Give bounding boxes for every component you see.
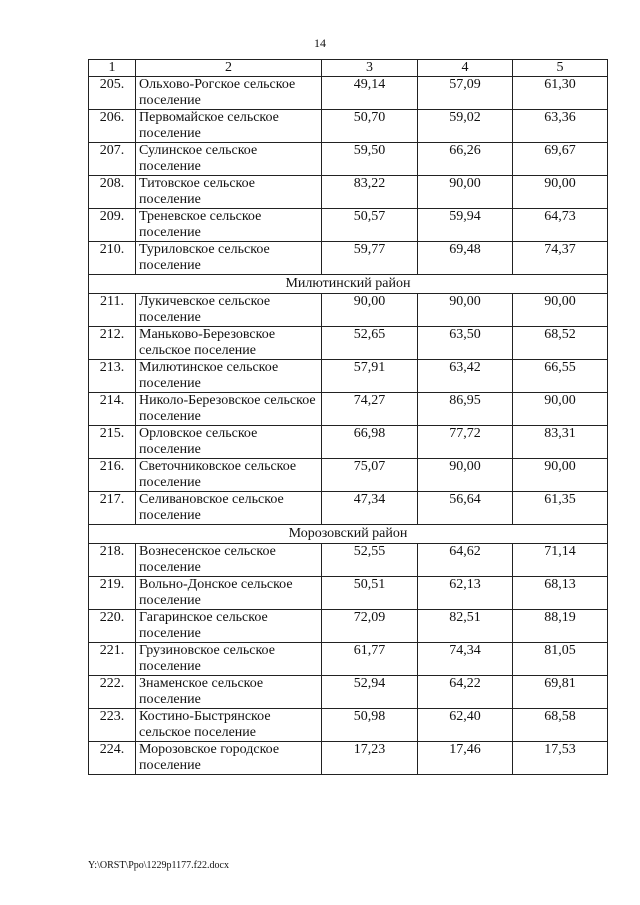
settlement-name: Маньково-Березовское сельское поселение [136, 327, 322, 360]
table-row [89, 544, 608, 577]
settlement-name: Николо-Березовское сельское поселение [136, 393, 322, 426]
table-row [89, 294, 608, 327]
value-col-5: 74,37 [513, 242, 608, 275]
value-col-3: 66,98 [322, 426, 418, 459]
settlement-name: Селивановское сельское поселение [136, 492, 322, 525]
data-table [88, 59, 608, 775]
settlement-name: Светочниковское сельское поселение [136, 459, 322, 492]
table-row [89, 242, 608, 275]
value-col-4: 64,62 [418, 544, 513, 577]
row-number: 221. [89, 643, 136, 676]
value-col-4: 17,46 [418, 742, 513, 775]
value-col-3: 75,07 [322, 459, 418, 492]
row-number: 215. [89, 426, 136, 459]
row-number: 218. [89, 544, 136, 577]
district-header-row [89, 525, 608, 544]
value-col-3: 50,70 [322, 110, 418, 143]
value-col-5: 63,36 [513, 110, 608, 143]
value-col-4: 62,40 [418, 709, 513, 742]
value-col-3: 59,77 [322, 242, 418, 275]
value-col-3: 50,57 [322, 209, 418, 242]
value-col-4: 77,72 [418, 426, 513, 459]
row-number: 222. [89, 676, 136, 709]
row-number: 207. [89, 143, 136, 176]
value-col-4: 64,22 [418, 676, 513, 709]
row-number: 219. [89, 577, 136, 610]
row-number: 217. [89, 492, 136, 525]
value-col-3: 17,23 [322, 742, 418, 775]
value-col-5: 61,30 [513, 77, 608, 110]
table-row [89, 643, 608, 676]
table-row [89, 77, 608, 110]
district-header-row [89, 275, 608, 294]
value-col-4: 59,94 [418, 209, 513, 242]
row-number: 205. [89, 77, 136, 110]
column-header-name: 2 [136, 60, 322, 77]
value-col-5: 68,58 [513, 709, 608, 742]
settlement-name: Первомайское сельское поселение [136, 110, 322, 143]
value-col-5: 68,13 [513, 577, 608, 610]
table-row [89, 110, 608, 143]
value-col-5: 61,35 [513, 492, 608, 525]
value-col-5: 90,00 [513, 459, 608, 492]
table-row [89, 709, 608, 742]
table-row [89, 742, 608, 775]
settlement-name: Вольно-Донское сельское поселение [136, 577, 322, 610]
district-name: Милютинский район [89, 275, 608, 294]
value-col-5: 64,73 [513, 209, 608, 242]
row-number: 210. [89, 242, 136, 275]
settlement-name: Титовское сельское поселение [136, 176, 322, 209]
settlement-name: Вознесенское сельское поселение [136, 544, 322, 577]
table-row [89, 176, 608, 209]
value-col-3: 61,77 [322, 643, 418, 676]
page-number: 14 [314, 36, 326, 50]
value-col-4: 90,00 [418, 459, 513, 492]
value-col-5: 68,52 [513, 327, 608, 360]
table-body [89, 77, 608, 775]
settlement-name: Лукичевское сельское поселение [136, 294, 322, 327]
settlement-name: Ольховo-Рогское сельское поселение [136, 77, 322, 110]
row-number: 212. [89, 327, 136, 360]
row-number: 209. [89, 209, 136, 242]
table-row [89, 426, 608, 459]
value-col-5: 90,00 [513, 176, 608, 209]
row-number: 208. [89, 176, 136, 209]
value-col-4: 90,00 [418, 176, 513, 209]
value-col-3: 57,91 [322, 360, 418, 393]
settlement-name: Сулинское сельское поселение [136, 143, 322, 176]
column-header-3: 3 [322, 60, 418, 77]
value-col-4: 82,51 [418, 610, 513, 643]
footer-file-path: Y:\ORST\Ppo\1229p1177.f22.docx [88, 860, 229, 871]
table-row [89, 459, 608, 492]
value-col-5: 83,31 [513, 426, 608, 459]
value-col-5: 17,53 [513, 742, 608, 775]
table-row [89, 492, 608, 525]
table-row [89, 577, 608, 610]
row-number: 220. [89, 610, 136, 643]
value-col-3: 50,98 [322, 709, 418, 742]
settlement-name: Орловское сельское поселение [136, 426, 322, 459]
table-row [89, 360, 608, 393]
table-row [89, 393, 608, 426]
table-row [89, 676, 608, 709]
value-col-4: 59,02 [418, 110, 513, 143]
settlement-name: Знаменское сельское поселение [136, 676, 322, 709]
row-number: 223. [89, 709, 136, 742]
value-col-4: 57,09 [418, 77, 513, 110]
row-number: 211. [89, 294, 136, 327]
value-col-3: 72,09 [322, 610, 418, 643]
value-col-3: 52,65 [322, 327, 418, 360]
row-number: 206. [89, 110, 136, 143]
column-header-5: 5 [513, 60, 608, 77]
value-col-5: 88,19 [513, 610, 608, 643]
settlement-name: Треневское сельское поселение [136, 209, 322, 242]
table-row [89, 143, 608, 176]
value-col-5: 90,00 [513, 393, 608, 426]
value-col-4: 69,48 [418, 242, 513, 275]
value-col-4: 90,00 [418, 294, 513, 327]
value-col-5: 69,67 [513, 143, 608, 176]
settlement-name: Милютинское сельское поселение [136, 360, 322, 393]
settlement-name: Морозовское городское поселение [136, 742, 322, 775]
value-col-4: 63,50 [418, 327, 513, 360]
table-row [89, 610, 608, 643]
value-col-3: 47,34 [322, 492, 418, 525]
row-number: 224. [89, 742, 136, 775]
row-number: 216. [89, 459, 136, 492]
district-name: Морозовский район [89, 525, 608, 544]
value-col-4: 86,95 [418, 393, 513, 426]
settlement-name: Туриловское сельское поселение [136, 242, 322, 275]
value-col-3: 59,50 [322, 143, 418, 176]
value-col-4: 62,13 [418, 577, 513, 610]
value-col-3: 74,27 [322, 393, 418, 426]
value-col-3: 52,55 [322, 544, 418, 577]
settlement-name: Гагаринское сельское поселение [136, 610, 322, 643]
value-col-4: 56,64 [418, 492, 513, 525]
settlement-name: Костино-Быстрянское сельское поселение [136, 709, 322, 742]
value-col-5: 66,55 [513, 360, 608, 393]
value-col-3: 50,51 [322, 577, 418, 610]
value-col-4: 63,42 [418, 360, 513, 393]
settlement-name: Грузиновское сельское поселение [136, 643, 322, 676]
value-col-5: 71,14 [513, 544, 608, 577]
value-col-3: 83,22 [322, 176, 418, 209]
value-col-3: 52,94 [322, 676, 418, 709]
value-col-3: 49,14 [322, 77, 418, 110]
value-col-4: 74,34 [418, 643, 513, 676]
value-col-5: 90,00 [513, 294, 608, 327]
column-header-number: 1 [89, 60, 136, 77]
row-number: 214. [89, 393, 136, 426]
value-col-5: 69,81 [513, 676, 608, 709]
table-header-row [89, 60, 608, 77]
row-number: 213. [89, 360, 136, 393]
value-col-5: 81,05 [513, 643, 608, 676]
table-row [89, 209, 608, 242]
value-col-3: 90,00 [322, 294, 418, 327]
table-row [89, 327, 608, 360]
column-header-4: 4 [418, 60, 513, 77]
value-col-4: 66,26 [418, 143, 513, 176]
